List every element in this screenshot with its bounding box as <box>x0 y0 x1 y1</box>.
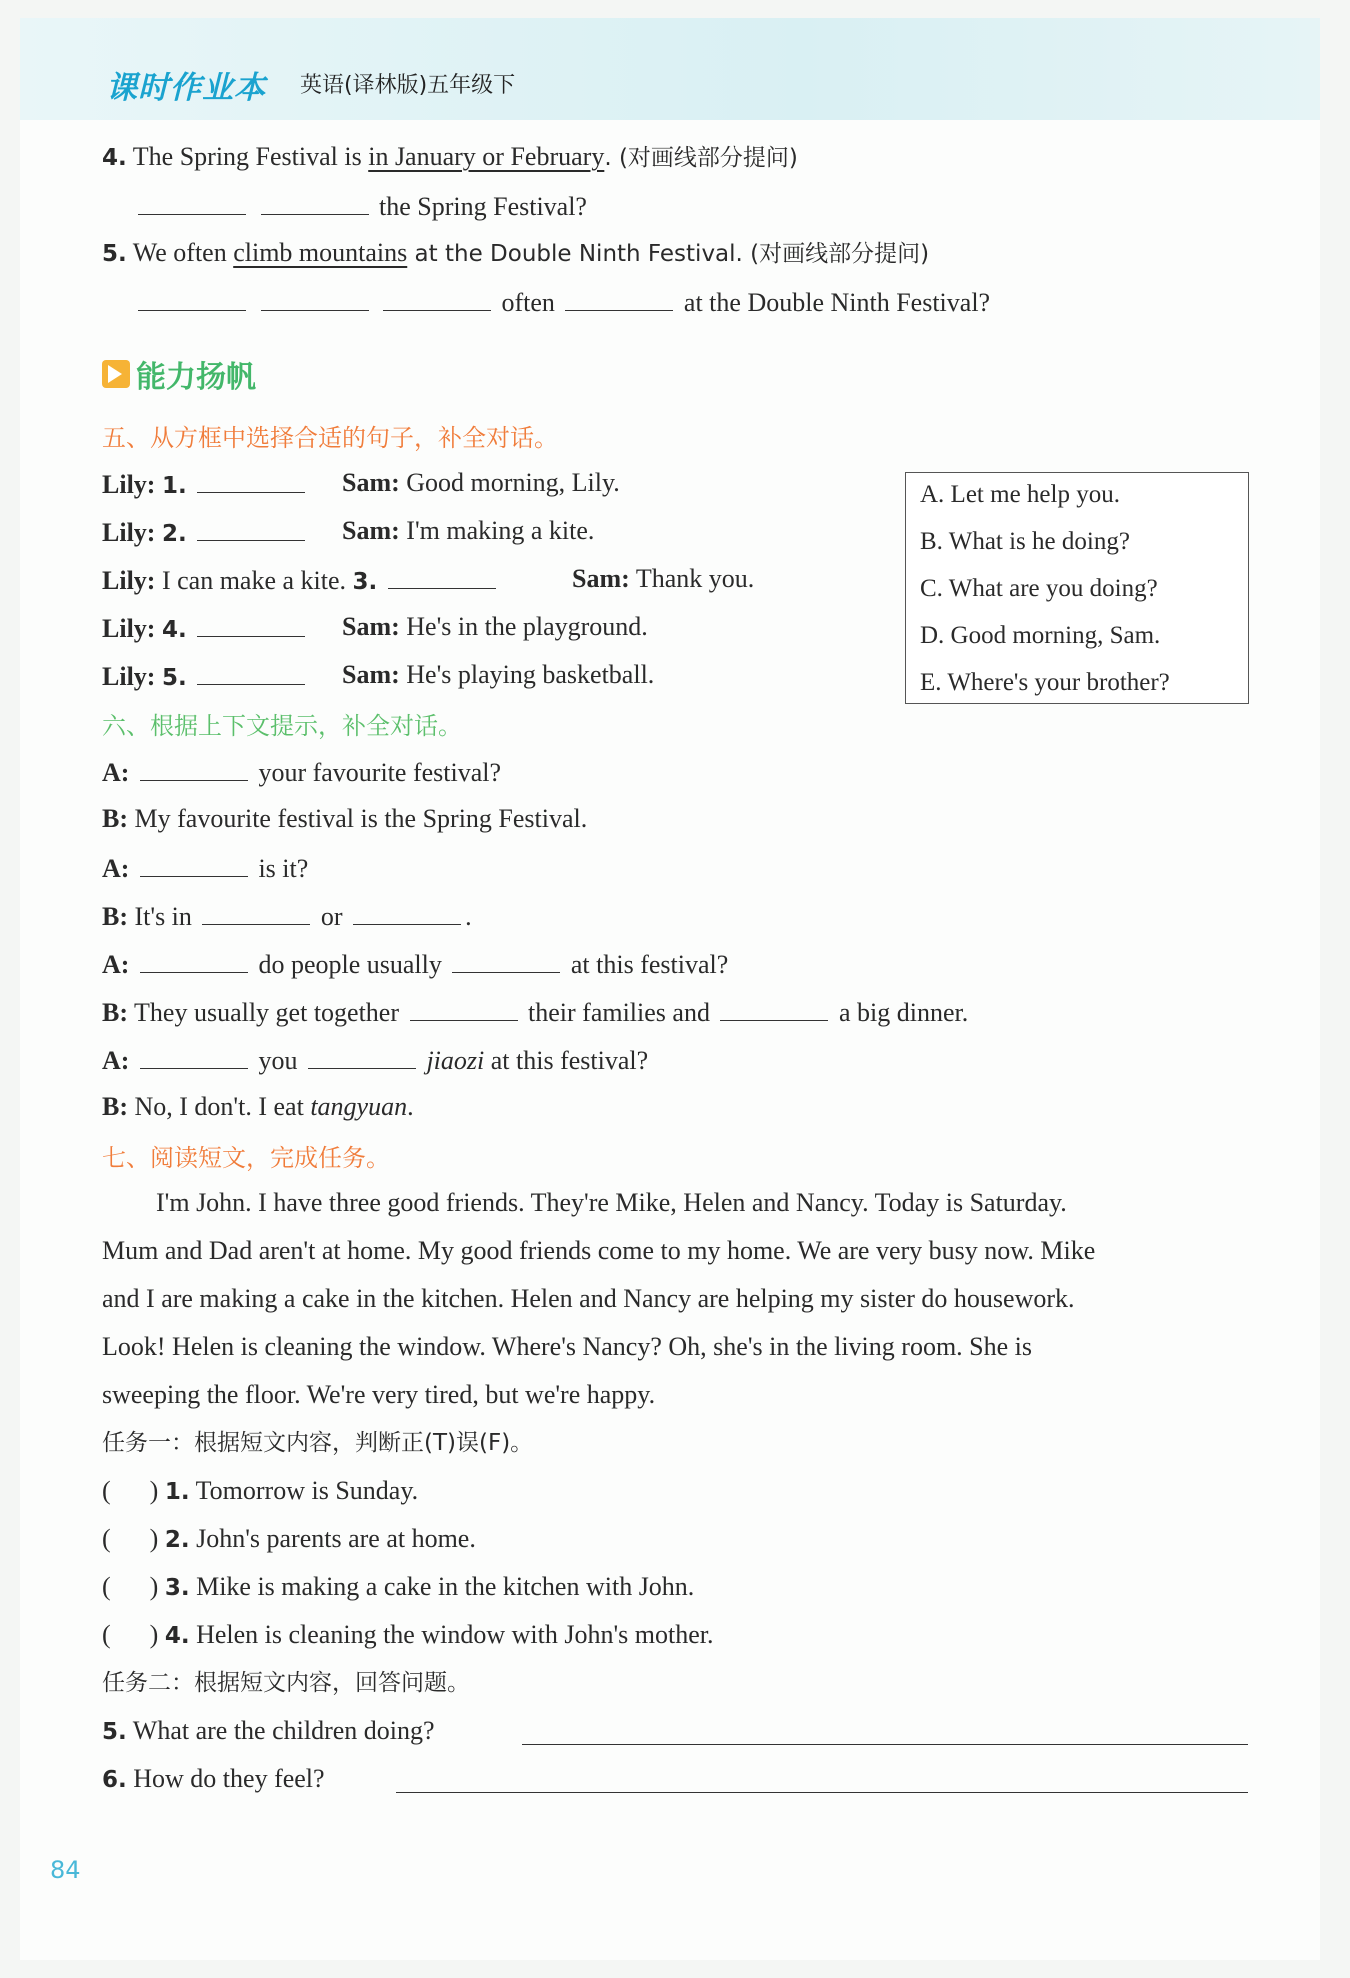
task2-instruction: 任务二：根据短文内容，回答问题。 <box>102 1670 470 1696</box>
section5-title: 五、从方框中选择合适的句子，补全对话。 <box>102 424 558 452</box>
answer-blank[interactable] <box>452 946 560 973</box>
speaker-sam: Sam: <box>342 468 400 497</box>
tf-item-4 <box>102 1618 713 1653</box>
passage-line-2: Mum and Dad aren't at home. My good friends come to my home. We are very busy now. Mike <box>102 1236 1096 1265</box>
sam-line: Good morning, Lily. <box>406 468 620 497</box>
answer-blank[interactable] <box>383 284 491 311</box>
answer-blank[interactable] <box>197 658 305 685</box>
dialogue-text: is it? <box>258 854 309 883</box>
dialogue-text: No, I don't. I eat <box>134 1092 311 1121</box>
s5-row-2 <box>102 514 309 551</box>
tf-statement: John's parents are at home. <box>196 1524 476 1553</box>
sam-line: Thank you. <box>635 564 755 593</box>
passage-line-5: sweeping the floor. We're very tired, but we're happy. <box>102 1380 656 1409</box>
answer-blank[interactable] <box>138 188 246 215</box>
dialogue-text: . <box>465 902 472 931</box>
speaker-sam: Sam: <box>342 612 400 641</box>
section7-title: 七、阅读短文，完成任务。 <box>102 1144 390 1172</box>
speaker-b: B: <box>102 902 128 931</box>
dialogue-text: you <box>258 1046 298 1075</box>
answer-paren[interactable]: ( ) <box>102 1620 159 1649</box>
q5-question <box>102 236 929 271</box>
dialogue-italic: tangyuan <box>310 1092 408 1121</box>
blank-number: 1. <box>161 473 187 499</box>
answer-blank[interactable] <box>353 898 461 925</box>
dialogue-text: It's in <box>134 902 192 931</box>
item-number: 2. <box>164 1527 190 1553</box>
answer-paren[interactable]: ( ) <box>102 1524 159 1553</box>
s5-row-1 <box>102 466 309 503</box>
q5-text-post: at the Double Ninth Festival. (对画线部分提问) <box>407 241 930 267</box>
speaker-sam: Sam: <box>342 660 400 689</box>
q5-answer-line <box>134 284 990 320</box>
answer-blank[interactable] <box>140 754 248 781</box>
speaker-lily: Lily: <box>102 614 156 643</box>
qa-question: How do they feel? <box>133 1764 325 1793</box>
s6-line-a4 <box>102 1042 648 1078</box>
qa-item-6 <box>102 1762 325 1797</box>
tf-statement: Tomorrow is Sunday. <box>195 1476 419 1505</box>
answer-blank[interactable] <box>388 562 496 589</box>
item-number: 5. <box>102 1719 127 1745</box>
sam-line: He's in the playground. <box>406 612 648 641</box>
speaker-a: A: <box>102 854 130 883</box>
answer-blank[interactable] <box>140 850 248 877</box>
answer-blank[interactable] <box>720 994 828 1021</box>
dialogue-text: your favourite festival? <box>258 758 502 787</box>
speaker-b: B: <box>102 804 128 833</box>
q4-text-post: . (对画线部分提问) <box>604 145 798 171</box>
s5-row-3 <box>102 562 500 599</box>
answer-paren[interactable]: ( ) <box>102 1476 159 1505</box>
tf-item-3 <box>102 1570 694 1605</box>
dialogue-text: a big dinner. <box>838 998 969 1027</box>
dialogue-text: My favourite festival is the Spring Festival. <box>134 804 588 833</box>
blank-number: 4. <box>161 617 187 643</box>
answer-blank[interactable] <box>197 610 305 637</box>
passage-line-1: I'm John. I have three good friends. They're Mike, Helen and Nancy. Today is Saturday. <box>156 1188 1067 1217</box>
dialogue-text: or <box>320 902 343 931</box>
s5-row-4-reply <box>342 610 648 644</box>
q4-underlined: in January or February <box>368 142 605 171</box>
s6-line-a2 <box>102 850 308 886</box>
q5-answer-mid: often <box>501 288 555 317</box>
blank-number: 2. <box>161 521 187 547</box>
s6-line-b3 <box>102 994 968 1030</box>
speaker-b: B: <box>102 998 128 1027</box>
option-c: C. What are you doing? <box>920 575 1158 602</box>
tf-statement: Helen is cleaning the window with John's mother. <box>196 1620 714 1649</box>
page-number: 84 <box>50 1856 81 1884</box>
answer-blank[interactable] <box>197 514 305 541</box>
answer-blank[interactable] <box>565 284 673 311</box>
q5-underlined: climb mountains <box>233 238 408 267</box>
speaker-a: A: <box>102 758 130 787</box>
s5-row-5 <box>102 658 309 695</box>
speaker-a: A: <box>102 950 130 979</box>
dialogue-italic: jiaozi <box>426 1046 485 1075</box>
book-subtitle: 英语(译林版)五年级下 <box>300 73 516 98</box>
s6-line-a3 <box>102 946 728 982</box>
answer-paren[interactable]: ( ) <box>102 1572 159 1601</box>
option-d: D. Good morning, Sam. <box>920 622 1161 649</box>
book-title: 课时作业本 <box>106 70 266 106</box>
options-box <box>905 472 1249 704</box>
answer-blank[interactable] <box>410 994 518 1021</box>
s5-row-1-reply <box>342 466 620 500</box>
answer-blank[interactable] <box>197 466 305 493</box>
speaker-lily: Lily: <box>102 566 156 595</box>
tf-statement: Mike is making a cake in the kitchen with John. <box>196 1572 695 1601</box>
option-b: B. What is he doing? <box>920 528 1130 555</box>
q5-answer-tail: at the Double Ninth Festival? <box>683 288 991 317</box>
q5-number: 5. <box>102 241 127 267</box>
capability-title: 能力扬帆 <box>136 360 256 395</box>
answer-blank[interactable] <box>140 1042 248 1069</box>
sam-line: I'm making a kite. <box>406 516 595 545</box>
answer-line[interactable] <box>522 1744 1248 1745</box>
dialogue-text: at this festival? <box>570 950 729 979</box>
s6-line-b4 <box>102 1090 414 1124</box>
passage-line-3: and I are making a cake in the kitchen. Helen and Nancy are helping my sister do housework. <box>102 1284 1075 1313</box>
answer-blank[interactable] <box>308 1042 416 1069</box>
dialogue-text: . <box>407 1092 414 1121</box>
option-e: E. Where's your brother? <box>920 669 1170 696</box>
speaker-a: A: <box>102 1046 130 1075</box>
q4-answer-line <box>134 188 587 224</box>
speaker-lily: Lily: <box>102 518 156 547</box>
speaker-lily: Lily: <box>102 662 156 691</box>
s5-row-3-reply <box>572 562 754 596</box>
section6-title: 六、根据上下文提示，补全对话。 <box>102 712 462 740</box>
blank-number: 5. <box>161 665 187 691</box>
tf-item-1 <box>102 1474 418 1509</box>
speaker-b: B: <box>102 1092 128 1121</box>
speaker-sam: Sam: <box>572 564 630 593</box>
task1-instruction: 任务一：根据短文内容，判断正(T)误(F)。 <box>102 1430 534 1456</box>
item-number: 4. <box>164 1623 190 1649</box>
qa-item-5 <box>102 1714 435 1749</box>
answer-blank[interactable] <box>261 188 369 215</box>
blank-number: 3. <box>352 569 378 595</box>
dialogue-text: do people usually <box>258 950 442 979</box>
s5-row-2-reply <box>342 514 594 548</box>
sail-icon <box>102 360 130 388</box>
q4-number: 4. <box>102 145 127 171</box>
capability-heading <box>102 352 256 396</box>
speaker-sam: Sam: <box>342 516 400 545</box>
answer-blank[interactable] <box>138 284 246 311</box>
item-number: 3. <box>164 1575 190 1601</box>
q4-answer-tail: the Spring Festival? <box>379 192 587 221</box>
item-number: 1. <box>164 1479 190 1505</box>
passage-line-4: Look! Helen is cleaning the window. Where's Nancy? Oh, she's in the living room. She is <box>102 1332 1033 1361</box>
lily-line: I can make a kite. <box>161 566 347 595</box>
q5-text-pre: We often <box>132 238 234 267</box>
qa-question: What are the children doing? <box>132 1716 435 1745</box>
answer-line[interactable] <box>396 1792 1248 1793</box>
s6-line-a1 <box>102 754 501 790</box>
tf-item-2 <box>102 1522 476 1557</box>
s5-row-4 <box>102 610 309 647</box>
q4-question <box>102 140 798 175</box>
dialogue-text: They usually get together <box>134 998 400 1027</box>
sam-line: He's playing basketball. <box>406 660 655 689</box>
s6-line-b2 <box>102 898 472 934</box>
answer-blank[interactable] <box>261 284 369 311</box>
q4-text-pre: The Spring Festival is <box>132 142 369 171</box>
answer-blank[interactable] <box>202 898 310 925</box>
s5-row-5-reply <box>342 658 654 692</box>
answer-blank[interactable] <box>140 946 248 973</box>
s6-line-b1 <box>102 802 587 836</box>
item-number: 6. <box>102 1767 127 1793</box>
dialogue-text: at this festival? <box>490 1046 649 1075</box>
option-a: A. Let me help you. <box>920 481 1120 508</box>
dialogue-text: their families and <box>528 998 710 1027</box>
speaker-lily: Lily: <box>102 470 156 499</box>
